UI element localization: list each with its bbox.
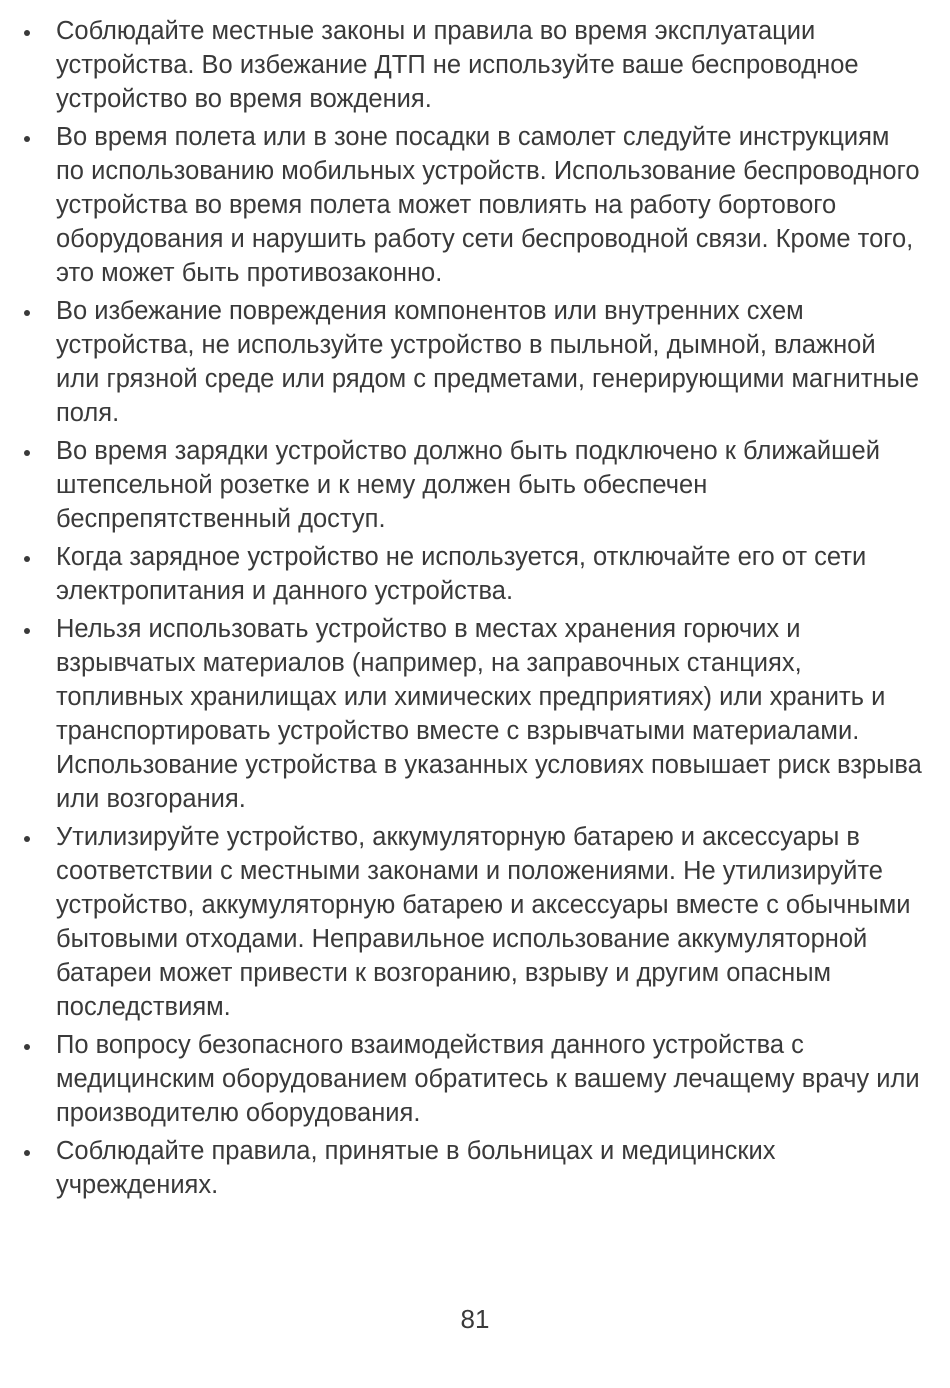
bullet-item [22,1028,922,1130]
bullet-dot-icon [24,628,30,634]
bullet-item [22,540,922,608]
bullet-text: Соблюдайте местные законы и правила во время эксплуатации устройства. Во избежание ДТП не используйте ваше беспроводное устройство во время вождения. [56,17,859,113]
bullet-item [22,120,922,290]
bullet-dot-icon [24,1150,30,1156]
bullet-item [22,434,922,536]
bullet-text: Соблюдайте правила, принятые в больницах и медицинских учреждениях. [56,1137,776,1199]
bullet-dot-icon [24,450,30,456]
bullet-dot-icon [24,30,30,36]
bullet-text: Когда зарядное устройство не используется, отключайте его от сети электропитания и данного устройства. [56,543,867,605]
bullet-item [22,1134,922,1202]
bullet-dot-icon [24,836,30,842]
bullet-dot-icon [24,310,30,316]
bullet-item [22,14,922,116]
bullet-item [22,820,922,1024]
bullet-text: Во время полета или в зоне посадки в самолет следуйте инструкциям по использованию мобильных устройств. Использование беспроводного устройства во время полета может повлиять на работу бортового оборудования и нарушить работу сети беспроводной связи. Кроме того, это может быть противозаконно. [56,123,920,287]
bullet-item [22,612,922,816]
safety-bullet-list [22,14,922,1206]
bullet-text: Во время зарядки устройство должно быть подключено к ближайшей штепсельной розетке и к нему должен быть обеспечен беспрепятственный доступ. [56,437,880,533]
bullet-text: Нельзя использовать устройство в местах хранения горючих и взрывчатых материалов (например, на заправочных станциях, топливных хранилищах или химических предприятиях) или хранить и транспортировать устройство вместе с взрывчатыми материалами. Использование устройства в указанных условиях повышает риск взрыва или возгорания. [56,615,922,813]
bullet-dot-icon [24,1044,30,1050]
page-number: 81 [460,1304,490,1334]
bullet-text: По вопросу безопасного взаимодействия данного устройства с медицинским оборудованием обратитесь к вашему лечащему врачу или производителю оборудования. [56,1031,920,1127]
bullet-text: Во избежание повреждения компонентов или внутренних схем устройства, не используйте устройство в пыльной, дымной, влажной или грязной среде или рядом с предметами, генерирующими магнитные поля. [56,297,920,427]
bullet-dot-icon [24,136,30,142]
bullet-dot-icon [24,556,30,562]
bullet-item [22,294,922,430]
bullet-text: Утилизируйте устройство, аккумуляторную батарею и аксессуары в соответствии с местными законами и положениями. Не утилизируйте устройство, аккумуляторную батарею и аксессуары вместе с обычными бытовыми отходами. Неправильное использование аккумуляторной батареи может привести к возгоранию, взрыву и другим опасным последствиям. [56,823,911,1021]
